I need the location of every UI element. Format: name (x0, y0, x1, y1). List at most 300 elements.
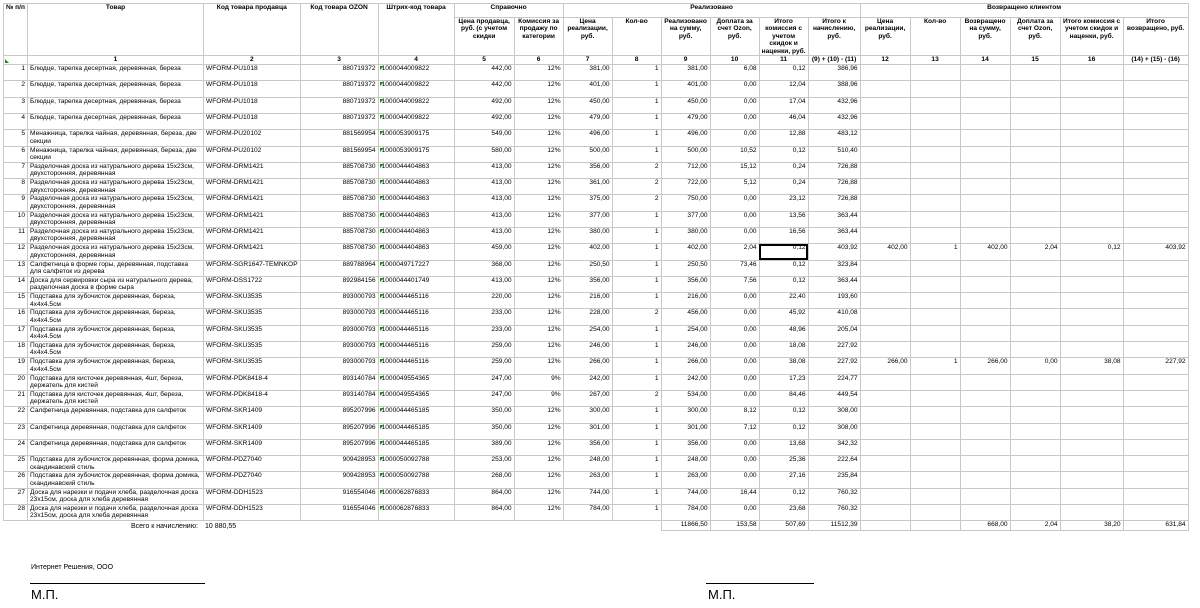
seller-price-cell[interactable]: 549,00 (454, 130, 514, 146)
returned-total-cell[interactable] (1123, 407, 1188, 423)
realized-surcharge-cell[interactable]: 0,00 (710, 325, 759, 341)
returned-price-cell[interactable] (860, 309, 910, 325)
commission-percent-cell[interactable]: 12% (514, 162, 563, 178)
realized-total-cell[interactable]: 227,92 (808, 342, 860, 358)
realized-qty-cell[interactable]: 1 (612, 146, 661, 162)
realized-sum-cell[interactable]: 266,00 (661, 358, 710, 374)
row-number-cell[interactable]: 9 (4, 195, 28, 211)
returned-sum-cell[interactable] (960, 456, 1010, 472)
commission-percent-cell[interactable]: 12% (514, 276, 563, 292)
realized-commission-cell[interactable]: 0,12 (759, 65, 808, 81)
returned-surcharge-cell[interactable]: 2,04 (1010, 244, 1060, 260)
realized-sum-cell[interactable]: 300,00 (661, 407, 710, 423)
barcode-cell[interactable] (378, 293, 454, 309)
row-number-cell[interactable]: 18 (4, 342, 28, 358)
realized-commission-cell[interactable]: 25,36 (759, 456, 808, 472)
realized-commission-cell[interactable]: 13,68 (759, 439, 808, 455)
realized-qty-cell[interactable]: 2 (612, 179, 661, 195)
returned-commission-cell[interactable] (1060, 325, 1123, 341)
product-name-cell[interactable]: Блюдце, тарелка десертная, деревянная, береза (28, 65, 204, 81)
returned-commission-cell[interactable] (1060, 211, 1123, 227)
col-number-cell[interactable]: 12 (860, 56, 910, 65)
returned-total-cell[interactable] (1123, 113, 1188, 129)
realized-surcharge-cell[interactable]: 0,00 (710, 309, 759, 325)
seller-price-cell[interactable]: 247,00 (454, 374, 514, 390)
realized-total-cell[interactable]: 760,32 (808, 505, 860, 521)
commission-percent-cell[interactable]: 9% (514, 390, 563, 406)
returned-surcharge-cell[interactable] (1010, 374, 1060, 390)
product-name-cell[interactable]: Разделочная доска из натурального дерева 15х23см, двухсторонняя, деревянная (28, 211, 204, 227)
realized-commission-cell[interactable]: 0,12 (759, 146, 808, 162)
barcode-cell[interactable] (378, 195, 454, 211)
realized-surcharge-cell[interactable]: 0,00 (710, 211, 759, 227)
realized-commission-cell[interactable]: 18,08 (759, 342, 808, 358)
returned-surcharge-cell[interactable] (1010, 342, 1060, 358)
col-number-cell[interactable]: 8 (612, 56, 661, 65)
seller-price-cell[interactable]: 253,00 (454, 456, 514, 472)
header-v-price[interactable]: Цена реализации, руб. (860, 18, 910, 56)
realized-commission-cell[interactable]: 0,12 (759, 260, 808, 276)
returned-total-cell[interactable] (1123, 342, 1188, 358)
returned-total-cell[interactable] (1123, 65, 1188, 81)
returned-surcharge-cell[interactable] (1010, 325, 1060, 341)
realized-commission-cell[interactable]: 22,40 (759, 293, 808, 309)
returned-commission-cell[interactable] (1060, 81, 1123, 97)
product-name-cell[interactable]: Салфетница деревянная, подставка для салфеток (28, 439, 204, 455)
returned-commission-cell[interactable] (1060, 113, 1123, 129)
product-name-cell[interactable]: Подставка для кисточек деревянная, 4шт, береза, держатель для кистей (28, 390, 204, 406)
realized-sum-cell[interactable]: 402,00 (661, 244, 710, 260)
realized-sum-cell[interactable]: 496,00 (661, 130, 710, 146)
returned-commission-cell[interactable] (1060, 374, 1123, 390)
returned-qty-cell[interactable] (910, 325, 960, 341)
returned-commission-cell[interactable] (1060, 407, 1123, 423)
returned-price-cell[interactable] (860, 211, 910, 227)
header-r-total[interactable]: Итого к начислению, руб. (808, 18, 860, 56)
header-seller-code[interactable]: Код товара продавца (204, 4, 301, 56)
ozon-code-cell[interactable]: 880719372 (300, 81, 378, 97)
returned-price-cell[interactable]: 266,00 (860, 358, 910, 374)
returned-qty-cell[interactable] (910, 146, 960, 162)
seller-price-cell[interactable]: 864,00 (454, 488, 514, 504)
realized-price-cell[interactable]: 250,50 (563, 260, 612, 276)
realized-surcharge-cell[interactable]: 6,08 (710, 65, 759, 81)
returned-surcharge-cell[interactable] (1010, 505, 1060, 521)
header-reference[interactable]: Справочно (454, 4, 563, 18)
realized-surcharge-cell[interactable]: 0,00 (710, 81, 759, 97)
realized-commission-cell[interactable]: 12,04 (759, 81, 808, 97)
ozon-code-cell[interactable]: 909428953 (300, 472, 378, 488)
header-returned[interactable]: Возвращено клиентом (860, 4, 1188, 18)
product-name-cell[interactable]: Доска для нарезки и подачи хлеба, разделочная доска 23х15см, доска для хлеба деревянная (28, 505, 204, 521)
returned-total-cell[interactable] (1123, 472, 1188, 488)
realized-commission-cell[interactable]: 16,56 (759, 228, 808, 244)
returned-price-cell[interactable] (860, 179, 910, 195)
col-number-cell[interactable]: 1 (28, 56, 204, 65)
seller-price-cell[interactable]: 413,00 (454, 162, 514, 178)
returned-qty-cell[interactable] (910, 342, 960, 358)
realized-qty-cell[interactable]: 1 (612, 65, 661, 81)
commission-percent-cell[interactable]: 12% (514, 325, 563, 341)
returned-total-cell[interactable] (1123, 179, 1188, 195)
realized-surcharge-cell[interactable]: 73,46 (710, 260, 759, 276)
product-name-cell[interactable]: Салфетница в форме горы, деревянная, подставка для салфеток из дерева (28, 260, 204, 276)
seller-price-cell[interactable]: 368,00 (454, 260, 514, 276)
ozon-code-cell[interactable]: 893000793 (300, 293, 378, 309)
ozon-code-cell[interactable]: 916554046 (300, 488, 378, 504)
realized-qty-cell[interactable]: 2 (612, 309, 661, 325)
returned-total-cell[interactable] (1123, 97, 1188, 113)
returned-qty-cell[interactable] (910, 472, 960, 488)
returned-sum-cell[interactable] (960, 113, 1010, 129)
ozon-code-cell[interactable]: 893140784 (300, 374, 378, 390)
realized-surcharge-cell[interactable]: 0,00 (710, 374, 759, 390)
commission-percent-cell[interactable]: 12% (514, 130, 563, 146)
returned-sum-cell[interactable] (960, 276, 1010, 292)
returned-sum-cell[interactable] (960, 293, 1010, 309)
commission-percent-cell[interactable]: 12% (514, 488, 563, 504)
returned-price-cell[interactable] (860, 342, 910, 358)
realized-total-cell[interactable]: 432,96 (808, 113, 860, 129)
realized-sum-cell[interactable]: 301,00 (661, 423, 710, 439)
barcode-cell[interactable] (378, 81, 454, 97)
col-number-cell[interactable]: 16 (1060, 56, 1123, 65)
seller-code-cell[interactable]: WFORM-PDK8418-4 (204, 374, 301, 390)
header-product[interactable]: Товар (28, 4, 204, 56)
seller-price-cell[interactable]: 268,00 (454, 472, 514, 488)
realized-surcharge-cell[interactable]: 0,00 (710, 293, 759, 309)
col-number-cell[interactable]: 5 (454, 56, 514, 65)
realized-qty-cell[interactable]: 1 (612, 293, 661, 309)
returned-price-cell[interactable] (860, 130, 910, 146)
returned-total-cell[interactable] (1123, 260, 1188, 276)
product-name-cell[interactable]: Разделочная доска из натурального дерева 15х23см, двухсторонняя, деревянная (28, 179, 204, 195)
realized-total-cell[interactable]: 726,88 (808, 195, 860, 211)
seller-code-cell[interactable]: WFORM-PU1018 (204, 81, 301, 97)
header-v-total[interactable]: Итого возвращено, руб. (1123, 18, 1188, 56)
realized-price-cell[interactable]: 356,00 (563, 162, 612, 178)
returned-price-cell[interactable] (860, 439, 910, 455)
returned-total-cell[interactable] (1123, 423, 1188, 439)
realized-surcharge-cell[interactable]: 7,12 (710, 423, 759, 439)
row-number-cell[interactable]: 1 (4, 65, 28, 81)
seller-code-cell[interactable]: WFORM-SKR1409 (204, 439, 301, 455)
row-number-cell[interactable]: 3 (4, 97, 28, 113)
header-price-seller[interactable]: Цена продавца, руб. (с учетом скидки (454, 18, 514, 56)
realized-sum-cell[interactable]: 377,00 (661, 211, 710, 227)
realized-total-cell[interactable]: 363,44 (808, 276, 860, 292)
product-name-cell[interactable]: Разделочная доска из натурального дерева 15х23см, двухсторонняя, деревянная (28, 228, 204, 244)
returned-commission-cell[interactable] (1060, 179, 1123, 195)
realized-total-cell[interactable]: 323,84 (808, 260, 860, 276)
returned-qty-cell[interactable] (910, 113, 960, 129)
row-number-cell[interactable]: 25 (4, 456, 28, 472)
realized-total-cell[interactable]: 193,60 (808, 293, 860, 309)
returned-commission-cell[interactable] (1060, 130, 1123, 146)
realized-total-cell[interactable]: 227,92 (808, 358, 860, 374)
row-number-cell[interactable]: 19 (4, 358, 28, 374)
realized-price-cell[interactable]: 744,00 (563, 488, 612, 504)
product-name-cell[interactable]: Подставка для зубочисток деревянная, береза, 4х4х4.5см (28, 358, 204, 374)
realized-commission-cell[interactable]: 45,92 (759, 309, 808, 325)
col-number-cell[interactable]: 2 (204, 56, 301, 65)
returned-surcharge-cell[interactable] (1010, 456, 1060, 472)
seller-code-cell[interactable]: WFORM-SKU3535 (204, 293, 301, 309)
returned-total-cell[interactable] (1123, 505, 1188, 521)
returned-total-cell[interactable]: 227,92 (1123, 358, 1188, 374)
product-name-cell[interactable]: Подставка для зубочисток деревянная, береза, 4х4х4.5см (28, 293, 204, 309)
returned-price-cell[interactable] (860, 65, 910, 81)
realized-price-cell[interactable]: 450,00 (563, 97, 612, 113)
returned-commission-cell[interactable] (1060, 488, 1123, 504)
realized-commission-cell[interactable]: 84,46 (759, 390, 808, 406)
realized-total-cell[interactable]: 342,32 (808, 439, 860, 455)
commission-percent-cell[interactable]: 12% (514, 456, 563, 472)
ozon-code-cell[interactable]: 889788964 (300, 260, 378, 276)
ozon-code-cell[interactable]: 893000793 (300, 309, 378, 325)
header-v-sum[interactable]: Возвращено на сумму, руб. (960, 18, 1010, 56)
realized-surcharge-cell[interactable]: 15,12 (710, 162, 759, 178)
barcode-cell[interactable] (378, 309, 454, 325)
barcode-cell[interactable] (378, 342, 454, 358)
col-number-cell[interactable]: 11 (759, 56, 808, 65)
returned-surcharge-cell[interactable] (1010, 276, 1060, 292)
total-empty-cell[interactable] (910, 521, 960, 531)
realized-commission-cell[interactable]: 27,16 (759, 472, 808, 488)
seller-price-cell[interactable]: 442,00 (454, 65, 514, 81)
returned-total-cell[interactable] (1123, 130, 1188, 146)
realized-sum-cell[interactable]: 356,00 (661, 439, 710, 455)
seller-code-cell[interactable]: WFORM-DRM1421 (204, 179, 301, 195)
ozon-code-cell[interactable]: 885708730 (300, 211, 378, 227)
total-v-commission[interactable]: 38,20 (1060, 521, 1123, 531)
commission-percent-cell[interactable]: 12% (514, 407, 563, 423)
realized-qty-cell[interactable]: 1 (612, 228, 661, 244)
returned-total-cell[interactable] (1123, 162, 1188, 178)
seller-code-cell[interactable]: WFORM-SKR1409 (204, 423, 301, 439)
realized-sum-cell[interactable]: 744,00 (661, 488, 710, 504)
returned-commission-cell[interactable] (1060, 342, 1123, 358)
seller-price-cell[interactable]: 259,00 (454, 358, 514, 374)
realized-commission-cell[interactable]: 17,04 (759, 97, 808, 113)
seller-code-cell[interactable]: WFORM-DRM1421 (204, 211, 301, 227)
returned-commission-cell[interactable] (1060, 195, 1123, 211)
realized-total-cell[interactable]: 388,96 (808, 81, 860, 97)
header-ozon-code[interactable]: Код товара OZON (300, 4, 378, 56)
row-number-cell[interactable]: 4 (4, 113, 28, 129)
realized-qty-cell[interactable]: 1 (612, 472, 661, 488)
realized-surcharge-cell[interactable]: 0,00 (710, 228, 759, 244)
realized-qty-cell[interactable]: 2 (612, 162, 661, 178)
returned-qty-cell[interactable] (910, 211, 960, 227)
seller-price-cell[interactable]: 233,00 (454, 325, 514, 341)
realized-qty-cell[interactable]: 1 (612, 113, 661, 129)
realized-commission-cell[interactable]: 13,56 (759, 211, 808, 227)
ozon-code-cell[interactable]: 895207996 (300, 407, 378, 423)
realized-total-cell[interactable]: 308,00 (808, 423, 860, 439)
seller-code-cell[interactable]: WFORM-PDZ7040 (204, 456, 301, 472)
realized-qty-cell[interactable]: 1 (612, 407, 661, 423)
product-name-cell[interactable]: Менажница, тарелка чайная, деревянная, береза, две секции (28, 130, 204, 146)
barcode-cell[interactable] (378, 146, 454, 162)
realized-sum-cell[interactable]: 534,00 (661, 390, 710, 406)
returned-price-cell[interactable] (860, 162, 910, 178)
returned-commission-cell[interactable] (1060, 390, 1123, 406)
returned-total-cell[interactable] (1123, 325, 1188, 341)
realized-price-cell[interactable]: 216,00 (563, 293, 612, 309)
seller-price-cell[interactable]: 233,00 (454, 309, 514, 325)
returned-commission-cell[interactable] (1060, 276, 1123, 292)
returned-sum-cell[interactable]: 402,00 (960, 244, 1010, 260)
realized-total-cell[interactable]: 403,92 (808, 244, 860, 260)
realized-surcharge-cell[interactable]: 0,00 (710, 472, 759, 488)
returned-commission-cell[interactable] (1060, 472, 1123, 488)
seller-code-cell[interactable]: WFORM-PU20102 (204, 146, 301, 162)
realized-total-cell[interactable]: 449,54 (808, 390, 860, 406)
ozon-code-cell[interactable]: 893140784 (300, 390, 378, 406)
ozon-code-cell[interactable]: 892984156 (300, 276, 378, 292)
realized-qty-cell[interactable]: 1 (612, 97, 661, 113)
barcode-cell[interactable] (378, 358, 454, 374)
returned-qty-cell[interactable]: 1 (910, 244, 960, 260)
ozon-code-cell[interactable]: 885708730 (300, 228, 378, 244)
returned-total-cell[interactable] (1123, 195, 1188, 211)
realized-sum-cell[interactable]: 380,00 (661, 228, 710, 244)
commission-percent-cell[interactable]: 12% (514, 423, 563, 439)
realized-sum-cell[interactable]: 254,00 (661, 325, 710, 341)
row-number-cell[interactable]: 6 (4, 146, 28, 162)
realized-sum-cell[interactable]: 456,00 (661, 309, 710, 325)
realized-price-cell[interactable]: 266,00 (563, 358, 612, 374)
barcode-cell[interactable] (378, 325, 454, 341)
realized-qty-cell[interactable]: 1 (612, 244, 661, 260)
product-name-cell[interactable]: Салфетница деревянная, подставка для салфеток (28, 407, 204, 423)
ozon-code-cell[interactable]: 880719372 (300, 65, 378, 81)
barcode-cell[interactable] (378, 456, 454, 472)
col-number-cell[interactable]: 15 (1010, 56, 1060, 65)
ozon-code-cell[interactable]: 885708730 (300, 162, 378, 178)
returned-sum-cell[interactable] (960, 81, 1010, 97)
returned-qty-cell[interactable] (910, 407, 960, 423)
commission-percent-cell[interactable]: 12% (514, 260, 563, 276)
seller-code-cell[interactable]: WFORM-PU1018 (204, 113, 301, 129)
returned-sum-cell[interactable] (960, 407, 1010, 423)
realized-surcharge-cell[interactable]: 10,52 (710, 146, 759, 162)
total-v-total[interactable]: 631,84 (1123, 521, 1188, 531)
realized-sum-cell[interactable]: 246,00 (661, 342, 710, 358)
commission-percent-cell[interactable]: 12% (514, 146, 563, 162)
total-v-surcharge[interactable]: 2,04 (1010, 521, 1060, 531)
product-name-cell[interactable]: Подставка для зубочисток деревянная, береза, 4х4х4.5см (28, 325, 204, 341)
seller-price-cell[interactable]: 389,00 (454, 439, 514, 455)
returned-total-cell[interactable] (1123, 146, 1188, 162)
realized-total-cell[interactable]: 308,00 (808, 407, 860, 423)
seller-price-cell[interactable]: 413,00 (454, 211, 514, 227)
commission-percent-cell[interactable]: 12% (514, 439, 563, 455)
returned-sum-cell[interactable] (960, 374, 1010, 390)
product-name-cell[interactable]: Подставка для кисточек деревянная, 4шт, береза, держатель для кистей (28, 374, 204, 390)
seller-code-cell[interactable]: WFORM-PDK8418-4 (204, 390, 301, 406)
returned-total-cell[interactable] (1123, 293, 1188, 309)
realized-commission-cell[interactable]: 0,24 (759, 179, 808, 195)
realized-total-cell[interactable]: 432,96 (808, 97, 860, 113)
returned-surcharge-cell[interactable] (1010, 146, 1060, 162)
product-name-cell[interactable]: Разделочная доска из натурального дерева 15х23см, двухсторонняя, деревянная (28, 195, 204, 211)
row-number-cell[interactable]: 27 (4, 488, 28, 504)
ozon-code-cell[interactable]: 909428953 (300, 456, 378, 472)
product-name-cell[interactable]: Блюдце, тарелка десертная, деревянная, береза (28, 113, 204, 129)
col-number-cell[interactable] (4, 56, 28, 65)
returned-qty-cell[interactable] (910, 374, 960, 390)
realized-commission-cell[interactable]: 17,23 (759, 374, 808, 390)
returned-sum-cell[interactable] (960, 195, 1010, 211)
returned-surcharge-cell[interactable] (1010, 488, 1060, 504)
returned-surcharge-cell[interactable] (1010, 97, 1060, 113)
col-number-cell[interactable]: (14) + (15) - (16) (1123, 56, 1188, 65)
barcode-cell[interactable] (378, 276, 454, 292)
returned-total-cell[interactable] (1123, 228, 1188, 244)
realized-surcharge-cell[interactable]: 8,12 (710, 407, 759, 423)
seller-price-cell[interactable]: 259,00 (454, 342, 514, 358)
seller-code-cell[interactable]: WFORM-SKU3535 (204, 342, 301, 358)
commission-percent-cell[interactable]: 12% (514, 97, 563, 113)
seller-code-cell[interactable]: WFORM-DDH1523 (204, 488, 301, 504)
realized-total-cell[interactable]: 363,44 (808, 228, 860, 244)
realized-sum-cell[interactable]: 722,00 (661, 179, 710, 195)
returned-commission-cell[interactable] (1060, 162, 1123, 178)
ozon-code-cell[interactable]: 881569954 (300, 130, 378, 146)
returned-surcharge-cell[interactable] (1010, 81, 1060, 97)
realized-total-cell[interactable]: 760,32 (808, 488, 860, 504)
returned-surcharge-cell[interactable] (1010, 309, 1060, 325)
returned-commission-cell[interactable] (1060, 423, 1123, 439)
product-name-cell[interactable]: Доска для сервировки сыра из натурального дерева, разделочная доска в форме сыра (28, 276, 204, 292)
realized-commission-cell[interactable]: 0,12 (759, 407, 808, 423)
returned-surcharge-cell[interactable] (1010, 195, 1060, 211)
returned-qty-cell[interactable] (910, 81, 960, 97)
returned-total-cell[interactable] (1123, 439, 1188, 455)
returned-sum-cell[interactable] (960, 162, 1010, 178)
realized-total-cell[interactable]: 483,12 (808, 130, 860, 146)
col-number-cell[interactable]: 14 (960, 56, 1010, 65)
seller-price-cell[interactable]: 350,00 (454, 407, 514, 423)
ozon-code-cell[interactable]: 893000793 (300, 358, 378, 374)
realized-total-cell[interactable]: 726,88 (808, 179, 860, 195)
realized-price-cell[interactable]: 300,00 (563, 407, 612, 423)
realized-price-cell[interactable]: 500,00 (563, 146, 612, 162)
returned-sum-cell[interactable] (960, 179, 1010, 195)
realized-sum-cell[interactable]: 784,00 (661, 505, 710, 521)
commission-percent-cell[interactable]: 12% (514, 179, 563, 195)
returned-sum-cell[interactable] (960, 488, 1010, 504)
returned-price-cell[interactable] (860, 472, 910, 488)
ozon-code-cell[interactable]: 895207996 (300, 439, 378, 455)
returned-commission-cell[interactable] (1060, 309, 1123, 325)
returned-commission-cell[interactable] (1060, 439, 1123, 455)
realized-surcharge-cell[interactable]: 5,12 (710, 179, 759, 195)
realized-qty-cell[interactable]: 1 (612, 325, 661, 341)
total-r-total[interactable]: 11512,39 (808, 521, 860, 531)
realized-surcharge-cell[interactable]: 0,00 (710, 390, 759, 406)
returned-total-cell[interactable] (1123, 276, 1188, 292)
product-name-cell[interactable]: Менажница, тарелка чайная, деревянная, береза, две секции (28, 146, 204, 162)
realized-price-cell[interactable]: 254,00 (563, 325, 612, 341)
total-v-sum[interactable]: 668,00 (960, 521, 1010, 531)
realized-qty-cell[interactable]: 1 (612, 276, 661, 292)
realized-price-cell[interactable]: 375,00 (563, 195, 612, 211)
product-name-cell[interactable]: Подставка для зубочисток деревянная, форма домика, скандинавский стиль (28, 472, 204, 488)
barcode-cell[interactable] (378, 439, 454, 455)
